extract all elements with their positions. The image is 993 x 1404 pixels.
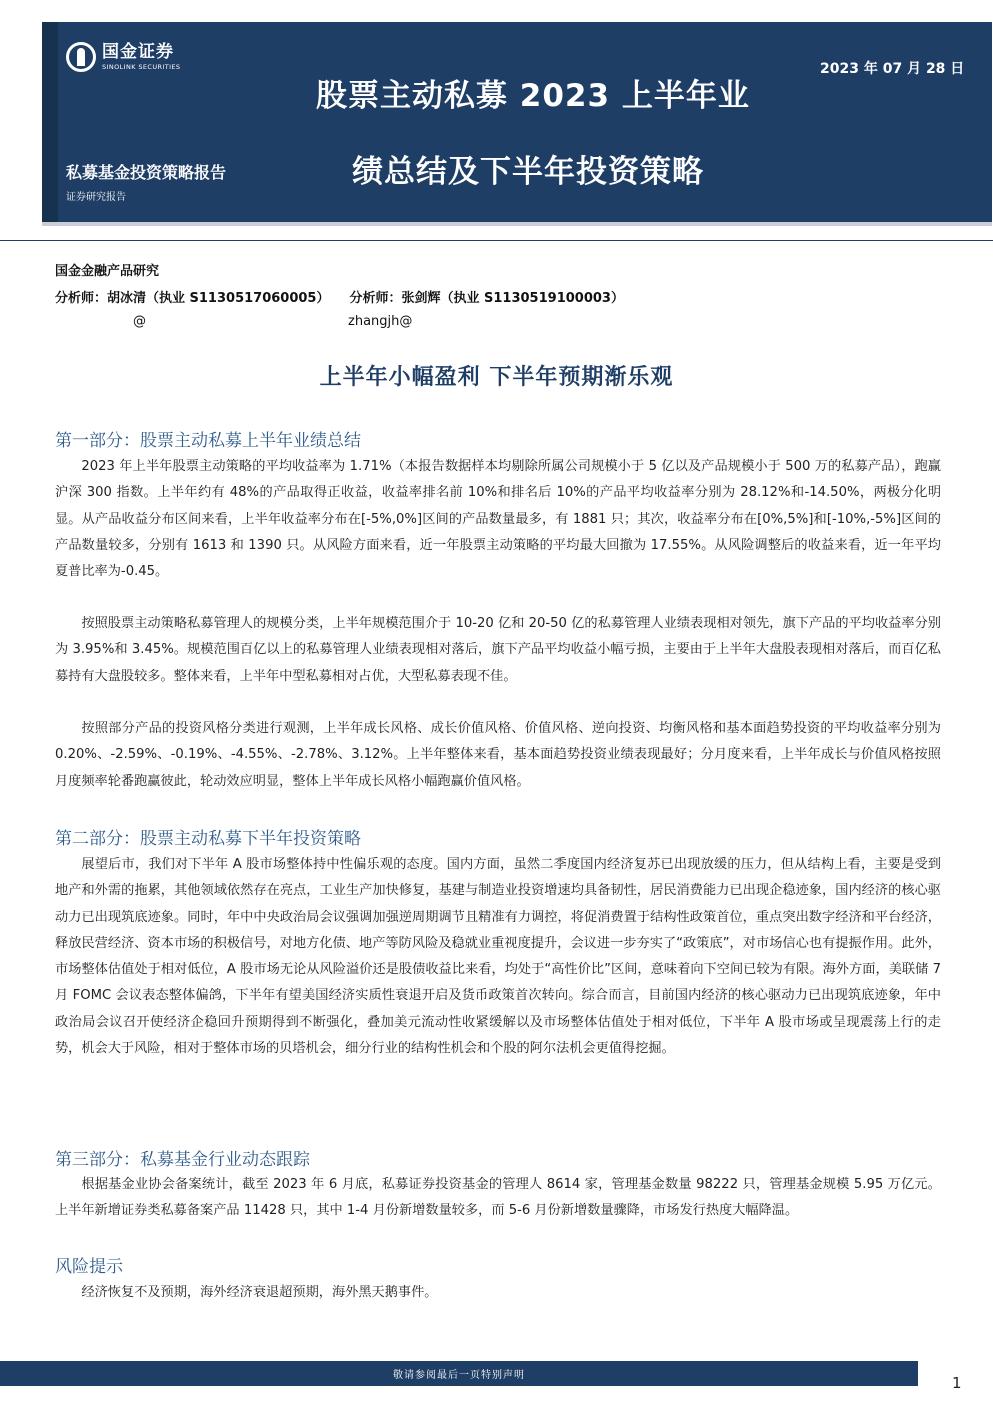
department-label: 国金金融产品研究 [55,264,160,279]
logo-en-text: SINOLINK SECURITIES [102,62,181,71]
analyst-line [55,287,624,306]
logo-cn-text: 国金证券 [102,41,174,62]
analyst-2-email: zhangjh@ [348,314,413,329]
section-3-paragraph-1: 根据基金业协会备案统计，截至 2023 年 6 月底，私募证券投资基金的管理人 8614 家，管理基金数量 98222 只，管理基金规模 5.95 万亿元。上半年新增证券类私募备案产品 11428 只，其中 1-4 月份新增数量较多，而 5-6 月份新增数量骤降，市场发行热度大幅降温。 [55,1177,941,1219]
header-edge-accent [42,22,58,222]
section-3-title: 第三部分：私募基金行业动态跟踪 [55,1150,310,1170]
report-headline: 上半年小幅盈利 下半年预期渐乐观 [319,365,674,390]
section-1-paragraph-3: 按照部分产品的投资风格分类进行观测，上半年成长风格、成长价值风格、价值风格、逆向投资、均衡风格和基本面趋势投资的平均收益率分别为 0.20%、-2.59%、-0.19%、-4.55%、-2.78%、3.12%。上半年整体来看，基本面趋势投资业绩表现最好；分月度来看，上半年成长与价值风格按照月度频率轮番跑赢彼此，轮动效应明显，整体上半年成长风格小幅跑赢价值风格。 [55,721,941,789]
company-logo [66,42,180,72]
report-date: 2023 年 07 月 28 日 [820,61,965,77]
section-1-title: 第一部分：股票主动私募上半年业绩总结 [55,431,361,451]
report-subtype: 证券研究报告 [66,192,126,203]
header-banner [42,22,992,222]
report-title-line2: 绩总结及下半年投资策略 [352,154,704,190]
analyst-1-email: @ [133,314,146,329]
header-shadow [42,222,992,226]
report-type: 私募基金投资策略报告 [66,163,227,182]
risk-title: 风险提示 [55,1257,123,1277]
analyst-2: 分析师：张剑辉（执业 S1130519100003） [349,291,624,306]
header-divider [0,240,993,241]
section-1-paragraph-1: 2023 年上半年股票主动策略的平均收益率为 1.71%（本报告数据样本均剔除所属公司规模小于 5 亿以及产品规模小于 500 万的私募产品），跑赢沪深 300 指数。上半年约有 48%的产品取得正收益，收益率排名前 10%和排名后 10%的产品平均收益率分别为 28.12%和-14.50%，两极分化明显。从产品收益分布区间来看，上半年收益率分布在[-5%,0%]区间的产品数量最多，有 1881 只；其次，收益率分布在[0%,5%]和[-10%,-5%]区间的产品数量较多，分别有 1613 和 1390 只。从风险方面来看，近一年股票主动策略的平均最大回撤为 17.55%。从风险调整后的收益来看，近一年平均夏普比率为-0.45。 [55,459,941,580]
footer-notice: 敬请参阅最后一页特别声明 [393,1370,525,1381]
section-1-paragraph-2: 按照股票主动策略私募管理人的规模分类，上半年规模范围介于 10-20 亿和 20-50 亿的私募管理人业绩表现相对领先，旗下产品的平均收益率分别为 3.95%和 3.45%。规模范围百亿以上的私募管理人业绩表现相对落后，旗下产品平均收益小幅亏损，主要由于上半年大盘股表现相对落后，而百亿私募持有大盘股较多。整体来看，上半年中型私募相对占优，大型私募表现不佳。 [55,616,941,684]
section-2-paragraph-1: 展望后市，我们对下半年 A 股市场整体持中性偏乐观的态度。国内方面，虽然二季度国内经济复苏已出现放缓的压力，但从结构上看，主要是受到地产和外需的拖累，其他领域依然存在亮点，工业生产加快修复，基建与制造业投资增速均具备韧性，居民消费能力已出现企稳迹象，国内经济的核心驱动力已出现筑底迹象。同时，年中中央政治局会议强调加强逆周期调节且精准有力调控，将促消费置于结构性政策首位，重点突出数字经济和平台经济，释放民营经济、资本市场的积极信号，对地方化债、地产等防风险及稳就业重视度提升，会议进一步夯实了“政策底”，对市场信心也有提振作用。此外，市场整体估值处于相对低位，A 股市场无论从风险溢价还是股债收益比来看，均处于“高性价比”区间，意味着向下空间已较为有限。海外方面，美联储 7 月 FOMC 会议表态整体偏鸽，下半年有望美国经济实质性衰退开启及货币政策首次转向。综合而言，目前国内经济的核心驱动力已出现筑底迹象，年中政治局会议召开使经济企稳回升预期得到不断强化，叠加美元流动性收紧缓解以及市场整体估值处于相对低位，下半年 A 股市场或呈现震荡上行的走势，机会大于风险，相对于整体市场的贝塔机会，细分行业的结构性机会和个股的阿尔法机会更值得挖掘。 [55,857,941,1057]
logo-icon [66,42,96,72]
analyst-1: 分析师：胡冰清（执业 S1130517060005） [55,291,330,306]
page-number: 1 [952,1374,962,1392]
risk-paragraph: 经济恢复不及预期，海外经济衰退超预期，海外黑天鹅事件。 [81,1285,438,1300]
report-title-line1: 股票主动私募 2023 上半年业 [316,78,750,114]
section-2-title: 第二部分：股票主动私募下半年投资策略 [55,829,361,849]
